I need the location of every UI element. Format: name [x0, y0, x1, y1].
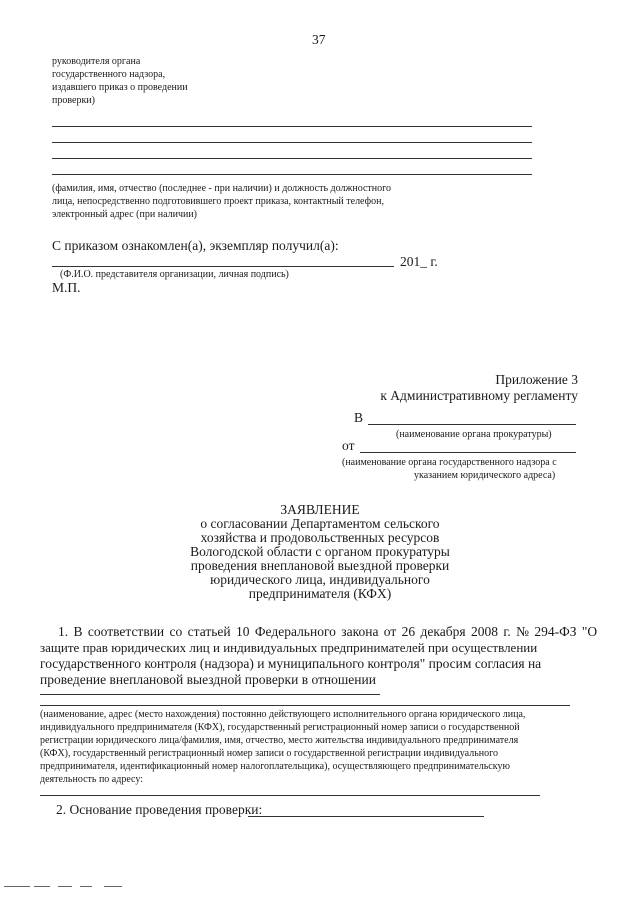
scan-mark: [34, 886, 50, 887]
p2-text: 2. Основание проведения проверки:: [56, 802, 263, 817]
scan-mark: [104, 886, 122, 887]
scan-mark: [4, 886, 30, 887]
body-caption-6: деятельность по адресу:: [40, 774, 143, 785]
from-line: [360, 452, 576, 453]
to-line: [368, 424, 576, 425]
fill-line: [52, 142, 532, 143]
body-caption-4: (КФХ), государственный регистрационный номер записи о государственной регистрации индивидуального: [40, 748, 498, 759]
subtitle-line-5: юридического лица, индивидуального: [210, 572, 430, 587]
to-label: В: [354, 410, 364, 425]
body-caption-5: предпринимателя, идентификационный номер налогоплательщика), осуществляющего предпринимательскую: [40, 761, 510, 772]
fill-line: [40, 705, 570, 706]
from-caption-1: (наименование органа государственного надзора с: [342, 457, 557, 468]
mp-text: М.П.: [52, 280, 81, 295]
caption-line-2: лица, непосредственно подготовившего проект приказа, контактный телефон,: [52, 196, 384, 207]
scan-mark: [58, 886, 72, 887]
scan-mark: [80, 886, 92, 887]
statement-title: ЗАЯВЛЕНИЕ: [280, 502, 360, 517]
p1-line-3: государственного контроля (надзора) и муниципального контроля" просим согласия на: [40, 656, 542, 671]
acquaint-text: С приказом ознакомлен(а), экземпляр получил(а):: [52, 238, 339, 253]
from-label: от: [342, 438, 355, 453]
head-line-4: проверки): [52, 95, 95, 106]
fill-line: [40, 795, 540, 796]
to-caption: (наименование органа прокуратуры): [396, 429, 552, 440]
page-number: 37: [312, 32, 326, 47]
caption-line-1: (фамилия, имя, отчество (последнее - при наличии) и должность должностного: [52, 183, 392, 194]
subtitle-line-6: предпринимателя (КФХ): [248, 586, 392, 601]
fio-caption: (Ф.И.О. представителя организации, личная подпись): [60, 269, 289, 280]
head-line-3: издавшего приказ о проведении: [52, 82, 188, 93]
caption-line-3: электронный адрес (при наличии): [52, 209, 197, 220]
body-caption-3: регистрации юридического лица/фамилия, имя, отчество, место жительства индивидуального предпринимателя: [40, 735, 519, 746]
p1-line-1: 1. В соответствии со статьей 10 Федерального закона от 26 декабря 2008 г. № 294-ФЗ "О: [58, 624, 598, 639]
year-text: 201_ г.: [400, 254, 438, 269]
subtitle-line-4: проведения внеплановой выездной проверки: [190, 558, 450, 573]
fill-line: [52, 174, 532, 175]
body-caption-2: индивидуального предпринимателя (КФХ), государственный регистрационный номер записи о государственной: [40, 722, 520, 733]
subtitle-line-1: о согласовании Департаментом сельского: [200, 516, 440, 531]
basis-line: [248, 816, 484, 817]
p1-line-4: проведение внеплановой выездной проверки в отношении: [40, 672, 376, 687]
fill-line: [52, 158, 532, 159]
subtitle-line-2: хозяйства и продовольственных ресурсов: [200, 530, 440, 545]
appendix-line-1: Приложение 3: [495, 372, 578, 387]
body-caption-1: (наименование, адрес (место нахождения) постоянно действующего исполнительного органа юридического лица,: [40, 709, 526, 720]
head-line-1: руководителя органа: [52, 56, 141, 67]
from-caption-2: указанием юридического адреса): [414, 470, 556, 481]
head-line-2: государственного надзора,: [52, 69, 166, 80]
fill-line: [40, 694, 380, 695]
fill-line: [52, 126, 532, 127]
p1-line-2: защите прав юридических лиц и индивидуальных предпринимателей при осуществлении: [40, 640, 538, 655]
subtitle-line-3: Вологодской области с органом прокуратуры: [190, 544, 450, 559]
appendix-line-2: к Административному регламенту: [380, 388, 578, 403]
signature-line: [52, 266, 394, 267]
